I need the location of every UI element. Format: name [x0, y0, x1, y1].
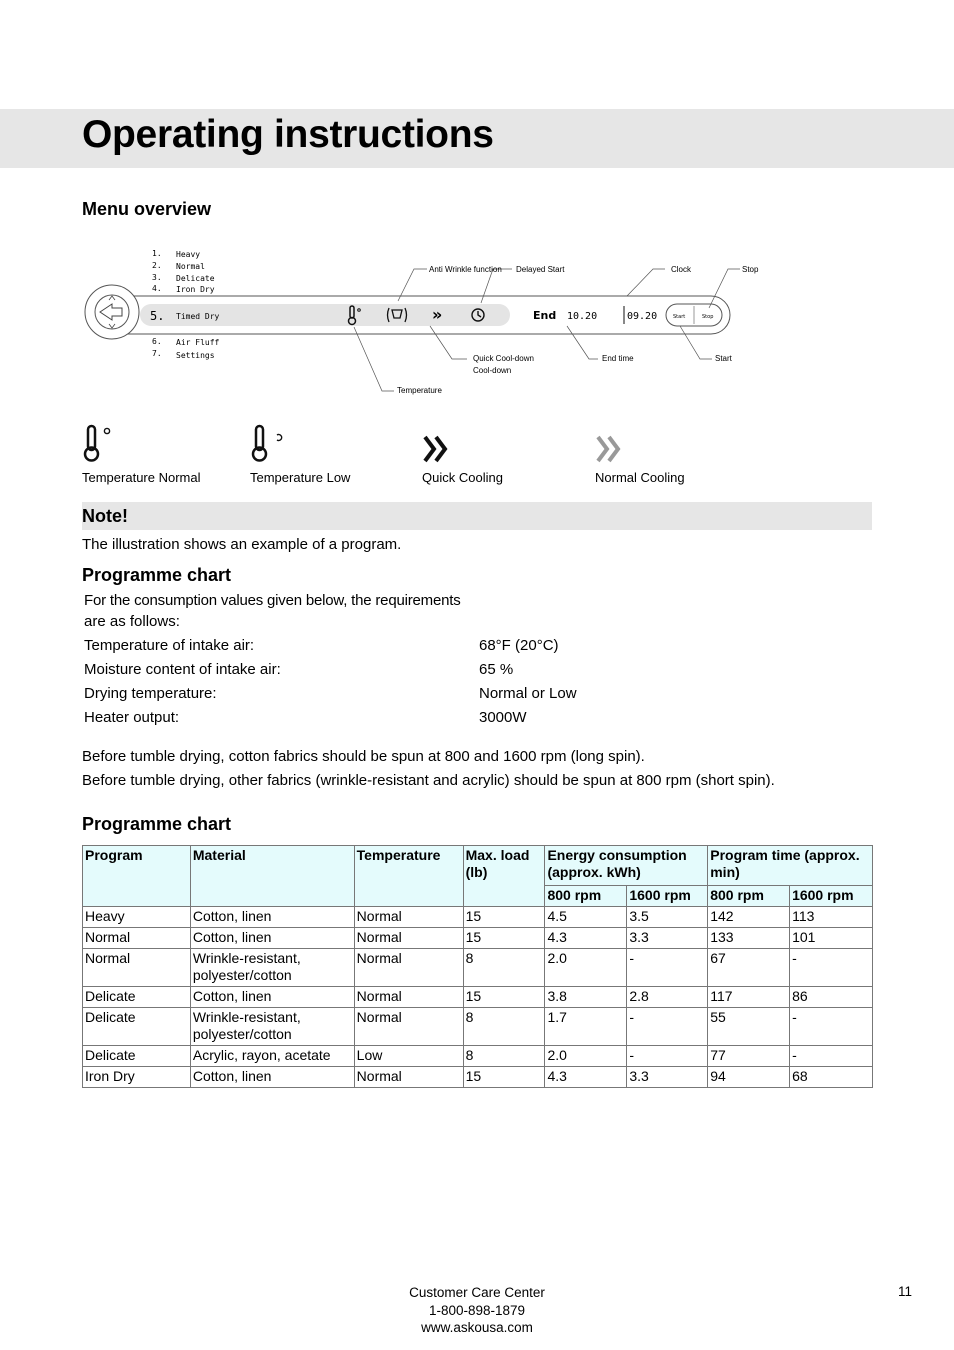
header-max-load: Max. load (lb) — [463, 846, 545, 907]
note-band — [82, 502, 872, 530]
table-row — [83, 1067, 873, 1088]
cell-temperature: Normal — [354, 907, 463, 928]
cell-max-load: 8 — [463, 1046, 545, 1067]
cell-program: Iron Dry — [83, 1067, 191, 1088]
cell-time-800: 117 — [708, 987, 790, 1008]
display-quick-cooling-icon: » — [432, 305, 443, 324]
note-text: The illustration shows an example of a program. — [82, 536, 402, 553]
table-row — [83, 949, 873, 987]
cell-energy-800: 4.3 — [545, 928, 627, 949]
thermometer-low-icon — [250, 420, 284, 464]
cell-energy-800: 4.3 — [545, 1067, 627, 1088]
header-time-1600: 1600 rpm — [790, 886, 873, 907]
table-row — [83, 907, 873, 928]
cell-temperature: Normal — [354, 1008, 463, 1046]
cell-temperature: Normal — [354, 1067, 463, 1088]
callout-start: Start — [715, 354, 732, 363]
selected-program-name: Timed Dry — [176, 312, 220, 321]
callout-cool-down: Cool-down — [473, 366, 512, 375]
program-num-4: 4. — [152, 284, 162, 293]
end-time-value: 10.20 — [567, 311, 598, 322]
start-button-label: Start — [673, 314, 686, 320]
cell-program: Delicate — [83, 1046, 191, 1067]
cell-program: Delicate — [83, 987, 191, 1008]
cell-energy-800: 4.5 — [545, 907, 627, 928]
cell-time-1600: 113 — [790, 907, 873, 928]
end-label: End — [533, 309, 557, 322]
callout-delayed-start: Delayed Start — [516, 265, 565, 274]
program-num-6: 6. — [152, 337, 162, 346]
cell-time-1600: - — [790, 1008, 873, 1046]
cell-material: Cotton, linen — [190, 928, 354, 949]
cell-time-1600: 68 — [790, 1067, 873, 1088]
programme-table — [82, 845, 873, 1088]
requirements-heading: Programme chart — [82, 565, 232, 585]
cell-max-load: 15 — [463, 987, 545, 1008]
legend-item-temperature-normal — [82, 420, 201, 485]
header-temperature: Temperature — [354, 846, 463, 907]
cell-time-800: 55 — [708, 1008, 790, 1046]
cell-time-1600: - — [790, 1046, 873, 1067]
program-name-2: Normal — [176, 262, 205, 271]
requirement-value: 68°F (20°C) — [479, 637, 559, 654]
footer-website: www.askousa.com — [421, 1320, 533, 1335]
header-program: Program — [83, 846, 191, 907]
requirement-label: Drying temperature: — [84, 685, 217, 702]
cell-energy-1600: 2.8 — [627, 987, 708, 1008]
header-energy-800: 800 rpm — [545, 886, 627, 907]
header-time: Program time (approx. min) — [708, 846, 873, 886]
cell-material: Acrylic, rayon, acetate — [190, 1046, 354, 1067]
requirement-label: Heater output: — [84, 709, 180, 726]
program-name-4: Iron Dry — [176, 285, 215, 294]
cell-material: Cotton, linen — [190, 1067, 354, 1088]
callout-stop: Stop — [742, 265, 759, 274]
cell-energy-1600: 3.3 — [627, 928, 708, 949]
table-row — [83, 1046, 873, 1067]
legend-item-temperature-low — [250, 420, 351, 485]
cell-energy-1600: 3.5 — [627, 907, 708, 928]
requirements-intro-line2: are as follows: — [84, 613, 180, 630]
cell-max-load: 8 — [463, 1008, 545, 1046]
program-num-2: 2. — [152, 261, 162, 270]
legend-item-quick-cooling — [422, 420, 503, 485]
control-panel-diagram — [82, 240, 782, 405]
cell-time-1600: 101 — [790, 928, 873, 949]
requirement-label: Temperature of intake air: — [84, 637, 255, 654]
cell-energy-800: 3.8 — [545, 987, 627, 1008]
requirement-value: Normal or Low — [479, 685, 577, 702]
cell-energy-1600: 3.3 — [627, 1067, 708, 1088]
program-num-1: 1. — [152, 249, 162, 258]
cell-temperature: Low — [354, 1046, 463, 1067]
legend-label-temperature-low: Temperature Low — [250, 470, 351, 485]
cell-max-load: 15 — [463, 928, 545, 949]
selected-program-num: 5. — [150, 309, 165, 323]
cell-energy-1600: - — [627, 1046, 708, 1067]
footer — [0, 1284, 954, 1337]
cell-time-800: 133 — [708, 928, 790, 949]
callout-anti-wrinkle: Anti Wrinkle function — [429, 265, 502, 274]
footer-phone: 1-800-898-1879 — [428, 1302, 526, 1318]
program-name-1: Heavy — [176, 250, 201, 259]
cell-energy-800: 2.0 — [545, 949, 627, 987]
clock-value: 09.20 — [627, 311, 658, 322]
menu-overview-heading: Menu overview — [82, 199, 212, 219]
requirement-value: 65 % — [479, 661, 514, 678]
requirement-value: 3000W — [479, 709, 527, 726]
cell-program: Normal — [83, 949, 191, 987]
thermometer-normal-icon — [82, 420, 116, 464]
cell-time-800: 142 — [708, 907, 790, 928]
program-num-7: 7. — [152, 349, 162, 358]
legend-label-quick-cooling: Quick Cooling — [422, 470, 503, 485]
callout-end-time: End time — [602, 354, 634, 363]
program-name-6: Air Fluff — [176, 338, 220, 347]
cell-time-800: 94 — [708, 1067, 790, 1088]
program-name-7: Settings — [176, 351, 215, 360]
cell-energy-1600: - — [627, 1008, 708, 1046]
cell-time-800: 77 — [708, 1046, 790, 1067]
header-energy: Energy consumption (approx. kWh) — [545, 846, 708, 886]
table-row — [83, 987, 873, 1008]
cell-program: Heavy — [83, 907, 191, 928]
cell-energy-800: 1.7 — [545, 1008, 627, 1046]
cell-temperature: Normal — [354, 928, 463, 949]
icons-legend — [82, 420, 872, 490]
cell-material: Cotton, linen — [190, 987, 354, 1008]
callout-clock: Clock — [671, 265, 692, 274]
cell-time-1600: - — [790, 949, 873, 987]
page-number: 11 — [898, 1284, 913, 1299]
spin-note-1: Before tumble drying, cotton fabrics should be spun at 800 and 1600 rpm (long spin). — [82, 748, 645, 765]
table-row — [83, 1008, 873, 1046]
program-num-3: 3. — [152, 273, 162, 282]
header-time-800: 800 rpm — [708, 886, 790, 907]
page-title: Operating instructions — [82, 113, 494, 156]
program-name-3: Delicate — [176, 274, 215, 283]
cell-max-load: 15 — [463, 1067, 545, 1088]
cell-material: Wrinkle-resistant, polyester/cotton — [190, 949, 354, 987]
header-material: Material — [190, 846, 354, 907]
cell-program: Normal — [83, 928, 191, 949]
cell-program: Delicate — [83, 1008, 191, 1046]
stop-button-label: Stop — [702, 314, 714, 320]
note-heading: Note! — [82, 506, 128, 526]
dial-knob — [85, 285, 139, 339]
cell-max-load: 8 — [463, 949, 545, 987]
cell-temperature: Normal — [354, 987, 463, 1008]
legend-label-temperature-normal: Temperature Normal — [82, 470, 201, 485]
legend-label-normal-cooling: Normal Cooling — [595, 470, 685, 485]
programme-chart-heading: Programme chart — [82, 814, 232, 834]
spin-note-2: Before tumble drying, other fabrics (wrinkle-resistant and acrylic) should be spun at 800 rpm (short spin). — [82, 772, 775, 789]
cell-max-load: 15 — [463, 907, 545, 928]
cell-time-1600: 86 — [790, 987, 873, 1008]
cell-time-800: 67 — [708, 949, 790, 987]
cell-material: Cotton, linen — [190, 907, 354, 928]
callout-quick-cool-down: Quick Cool-down — [473, 354, 534, 363]
cell-material: Wrinkle-resistant, polyester/cotton — [190, 1008, 354, 1046]
quick-cooling-icon — [422, 420, 456, 464]
footer-line-1: Customer Care Center — [409, 1285, 545, 1300]
requirement-label: Moisture content of intake air: — [84, 661, 281, 678]
title-band — [0, 109, 954, 168]
header-energy-1600: 1600 rpm — [627, 886, 708, 907]
table-row — [83, 928, 873, 949]
legend-item-normal-cooling — [595, 420, 685, 485]
callout-temperature: Temperature — [397, 386, 442, 395]
cell-energy-1600: - — [627, 949, 708, 987]
cell-energy-800: 2.0 — [545, 1046, 627, 1067]
requirements-intro-line1: For the consumption values given below, the requirements — [84, 592, 461, 609]
normal-cooling-icon — [595, 420, 629, 464]
cell-temperature: Normal — [354, 949, 463, 987]
